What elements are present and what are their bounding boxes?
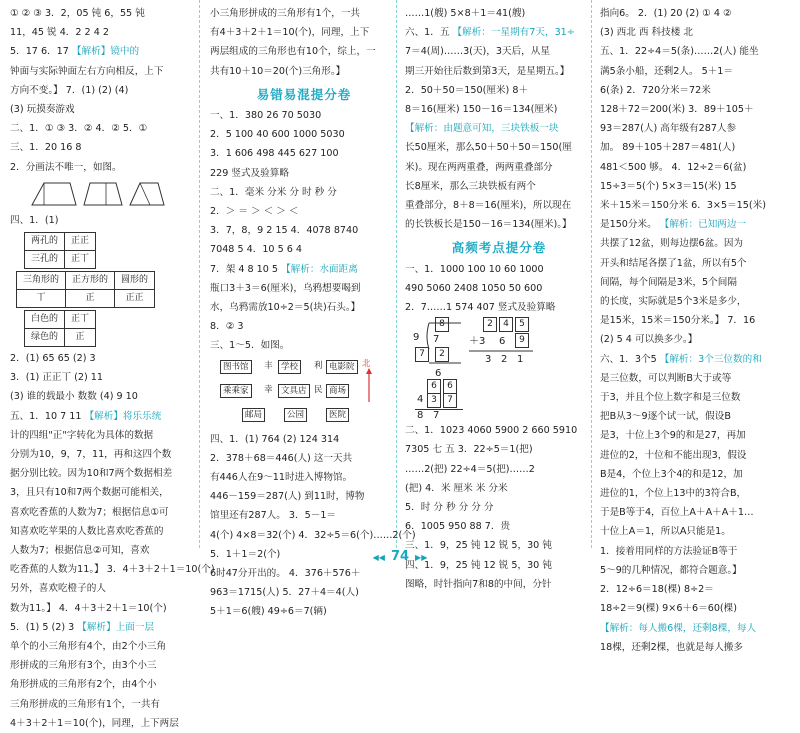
answer-line: 四、1．(1): [10, 214, 59, 226]
answer-line: 2．(1) 65 65 (2) 3: [10, 353, 96, 365]
map-place: 图书馆: [220, 360, 252, 374]
answer-line: 二、1．毫米 分米 分 时 秒 分: [210, 186, 337, 198]
answer-line: 【解析：每人搬6棵，还剩8棵，每人: [600, 622, 757, 634]
answer-line: 7．架 4 8 10 5 【解析：水面距离: [210, 263, 358, 275]
puzzle-digit: 1: [517, 354, 524, 366]
answer-line: 长50厘米，那么50＋50＋50＝150(厘: [405, 142, 572, 154]
puzzle-digit: ＋3: [469, 336, 486, 348]
answer-line: 18÷2＝9(棵) 9×6＋6＝60(棵): [600, 603, 738, 615]
table-cell: 三角形的: [17, 272, 66, 290]
answer-block: [10, 119, 198, 177]
answer-line: 3．1 606 498 445 627 100: [210, 148, 339, 160]
answer-line: 图略，时针指向7和8的中间，分针: [405, 578, 552, 590]
puzzle-box: 2: [435, 347, 449, 362]
answer-line: 5～9的几种情况，都符合题意。】: [600, 564, 742, 576]
answer-line: 二、1．1023 4060 5900 2 660 5910: [405, 425, 578, 437]
answer-block: [10, 211, 198, 230]
answer-line: 另外，喜欢吃橙子的人: [10, 583, 106, 595]
answer-line: 5．17 6．17 【解析】镜中的: [10, 46, 140, 58]
table-cell: 两孔的: [25, 233, 65, 251]
answer-line: 小三角形拼成的三角形有1个，一共: [210, 8, 361, 19]
answer-line: 钟面与实际钟面左右方向相反，上下: [10, 65, 164, 77]
answer-line: (2) 5 4 可以换多少。】: [600, 334, 698, 346]
table-cell: 白色的: [25, 311, 65, 329]
puzzle-box: 6: [427, 379, 441, 394]
map-place: 邮局: [242, 408, 265, 422]
puzzle-box: 3: [427, 393, 441, 408]
map-street: 幸: [264, 384, 273, 395]
answer-line: 5．1＋1＝2(个): [210, 548, 281, 560]
puzzle-digit: 7: [433, 334, 440, 346]
puzzle-box: 7: [415, 347, 429, 362]
table-cell: 正: [66, 290, 115, 308]
north-arrow: 北: [362, 358, 371, 369]
answer-line: 共有10＋10＝20(个)三角形。】: [210, 65, 346, 77]
answer-line: 的长铁板长是150－16＝134(厘米)。】: [405, 219, 572, 231]
answer-line: 6．1005 950 88 7．贵: [405, 521, 511, 533]
trapezoid-figures-svg: [26, 179, 186, 209]
answer-line: 963＝1715(人) 5．27＋4＝4(人): [210, 587, 359, 599]
puzzle-digit: 2: [501, 354, 508, 366]
puzzle-box: 8: [435, 317, 449, 332]
answer-line: 7305 七 五 3．22÷5＝1(把): [405, 444, 533, 456]
tally-table-shapes: [16, 271, 155, 308]
puzzle-box: 5: [515, 317, 529, 332]
answer-line: 有4＋3＋2＋1＝10(个)，同理，上下: [210, 27, 370, 39]
answer-block: [210, 4, 398, 81]
answer-line: 2．50＋50＝150(厘米) 8＋: [405, 84, 529, 96]
answer-line: 瓶口3＋3＝6(厘米)，乌鸦想要喝到: [210, 282, 361, 294]
answer-column-1: [10, 4, 215, 729]
answer-line: 2．＞ ＝ ＞ ＜ ＞ ＜: [210, 206, 299, 218]
answer-line: 水，乌鸦需放10÷2＝5(块)石头。】: [210, 302, 361, 314]
map-street: 民: [314, 384, 323, 395]
answer-line: 5＋1＝6(艘) 49÷6＝7(辆): [210, 606, 327, 618]
answer-line: 单个的小三角形有4个，由2个小三角: [10, 641, 167, 653]
answer-line: 8．② 3: [210, 321, 244, 333]
map-street: 丰: [264, 360, 273, 371]
answer-line: 计的四组"正"字转化为具体的数据: [10, 429, 154, 441]
table-cell: 丅: [17, 290, 66, 308]
answer-column-4: [600, 4, 788, 653]
answer-line: 满5条小船，还剩2人。 5＋1＝: [600, 65, 733, 77]
answer-line: 进位的1，个位上13中的3符合B，: [600, 488, 747, 500]
answer-line: 93＝287(人) 高年级有287人参: [600, 123, 737, 135]
answer-line: (3) 玩摸奏游戏: [10, 104, 75, 116]
answer-line: 4(个) 4×8＝32(个) 4．32÷5＝6(个)……2(个): [210, 529, 416, 541]
puzzle-box: 6: [443, 379, 457, 394]
table-cell: 正丅: [65, 251, 96, 269]
answer-line: 期三开始往后数到第3天，是星期五。】: [405, 65, 570, 77]
prev-arrows-icon: ◀◀: [372, 553, 385, 562]
answer-line: 15÷3＝5(个) 5×3＝15(米) 15: [600, 180, 737, 192]
answer-line: 7＝4(周)……3(天)，3天后，从星: [405, 46, 550, 58]
answer-line: 是3，十位上3个9的和是27，再加: [600, 430, 746, 442]
answer-line: 三、1～5．如图。: [210, 340, 290, 352]
answer-line: 三、1．9，25 钝 12 锐 5，30 钝: [405, 540, 552, 552]
answer-line: 数为11。】 4．4＋3＋2＋1＝10(个): [10, 602, 167, 614]
north-arrow-icon: [366, 368, 372, 404]
answer-line: 形拼成的三角形有3个，由3个小三: [10, 660, 157, 672]
answer-line: 加。 89＋105＋287＝481(人): [600, 142, 736, 154]
answer-line: 三角形拼成的三角形有1个，一共有: [10, 698, 161, 710]
answer-line: 十位上A＝1，所以A只能是1。: [600, 526, 731, 538]
answer-line: 128＋72＝200(米) 3．89＋105＋: [600, 104, 754, 116]
answer-column-2: [210, 4, 416, 618]
answer-line: 是150分米。 【解析：已知两边一: [600, 219, 747, 231]
answer-line: 3．7，8，9 2 15 4．4078 8740: [210, 225, 359, 237]
answer-line: 六、1．五 【解析：一星期有7天，31÷: [405, 27, 575, 39]
map-place: 医院: [326, 408, 349, 422]
answer-line: 间隔，每个间隔是3米，5个间隔: [600, 276, 737, 288]
answer-line: 两层组成的三角形也有10个，综上，一: [210, 46, 376, 58]
puzzle-digit: 6: [435, 368, 442, 380]
answer-line: 有446人在9～11时进入博物馆。: [210, 472, 353, 484]
answer-line: 446－159＝287(人) 到11时，博物: [210, 491, 365, 503]
puzzle-digit: 3: [485, 354, 492, 366]
map-place: 文具店: [278, 384, 310, 398]
answer-line: 馆里还有287人。 3．5－1＝: [210, 510, 337, 522]
answer-line: 7048 5 4．10 5 6 4: [210, 244, 302, 256]
puzzle-box: 2: [483, 317, 497, 332]
answer-line: 8＝16(厘米) 150－16＝134(厘米): [405, 104, 558, 116]
answer-line: 2．7……1 574 407 竖式及验算略: [405, 302, 556, 314]
answer-line: 喜欢吃香蕉的人数为7；根据信息①可: [10, 506, 169, 518]
answer-line: 角形拼成的三角形有2个，由4个小: [10, 679, 157, 691]
page-footer: [0, 547, 800, 567]
answer-block: [405, 260, 593, 318]
answer-line: 一、1．1000 100 10 60 1000: [405, 263, 544, 275]
table-cell: 圆形的: [115, 272, 155, 290]
answer-block: [10, 349, 215, 733]
answer-line: 是三位数，可以判断B大于或等: [600, 372, 732, 384]
puzzle-box: 7: [443, 393, 457, 408]
answer-line: 分别为10，9，7，11，再和这四个数: [10, 449, 172, 461]
answer-line: 一、1．380 26 70 5030: [210, 110, 322, 122]
answer-line: 把B从3～9逐个试一试，假设B: [600, 411, 731, 423]
column-divider: [199, 0, 200, 548]
answer-line: 三、1．20 16 8: [10, 142, 82, 154]
map-place: 乘乘家: [220, 384, 252, 398]
table-cell: 正: [65, 329, 96, 347]
answer-block: [210, 106, 398, 356]
answer-line: 开头和结尾各摆了1盆，所以有5个: [600, 257, 747, 269]
map-place: 商场: [326, 384, 349, 398]
answer-line: 四、1．(1) 764 (2) 124 314: [210, 433, 340, 445]
answer-line: (3) 西北 西 科技楼 北: [600, 27, 693, 39]
table-cell: 正正: [65, 233, 96, 251]
answer-line: 指向6。 2．(1) 20 (2) ① 4 ②: [600, 8, 732, 19]
answer-line: 2．分画法不唯一，如图。: [10, 161, 122, 173]
table-cell: 绿色的: [25, 329, 65, 347]
answer-line: 3．(1) 正正丅 (2) 11: [10, 372, 104, 384]
puzzle-digit: 4: [417, 394, 424, 406]
answer-block: [210, 430, 416, 622]
answer-block: [405, 421, 593, 594]
tally-table-colors: [24, 310, 96, 347]
puzzle-box: 4: [499, 317, 513, 332]
answer-line: 6时47分开出的。 4．376＋576＋: [210, 568, 361, 580]
answer-line: ① ② ③ 3．2，05 钝 6，55 钝: [10, 8, 145, 19]
answer-line: 490 5060 2408 1050 50 600: [405, 282, 543, 294]
table-cell: 正方形的: [66, 272, 115, 290]
answer-line: 据分别比较。因为10和7两个数据相差: [10, 468, 173, 480]
answer-line: 长8厘米，那么三块铁板有两个: [405, 180, 536, 192]
puzzle-box: 9: [515, 333, 529, 348]
digit-puzzle-figure: [413, 317, 593, 421]
answer-line: 六、1．3个5 【解析：3个三位数的和: [600, 353, 762, 365]
answer-line: 五、1．22÷4＝5(条)……2(人) 能坐: [600, 46, 759, 58]
puzzle-digit: 8: [417, 410, 424, 422]
table-cell: 正丅: [65, 311, 96, 329]
answer-column-3: [405, 4, 593, 590]
answer-line: 米)。现在两两重叠，两两重叠部分: [405, 161, 553, 173]
answer-line: ……1(艘) 5×8＋1＝41(艘): [405, 8, 526, 19]
answer-line: 二、1．① ③ 3．② 4．② 5．①: [10, 123, 148, 135]
answer-line: 2．5 100 40 600 1000 5030: [210, 129, 345, 141]
map-place: 学校: [278, 360, 301, 374]
answer-line: 四、1．9，25 钝 12 锐 5，30 钝: [405, 559, 552, 571]
answer-line: 2．12÷6＝18(棵) 8÷2＝: [600, 584, 714, 596]
answer-line: (3) 谁的载最小 数数 (4) 9 10: [10, 391, 138, 403]
answer-line: 5．时 分 秒 分 分 分: [405, 502, 494, 514]
map-street: 利: [314, 360, 323, 371]
map-place: 电影院: [326, 360, 358, 374]
answer-line: 于是B等于4，百位上A＋A＋A＋1…: [600, 507, 754, 519]
answer-line: 229 竖式及验算略: [210, 167, 289, 179]
answer-line: 【解析：由题意可知，三块铁板一块: [405, 123, 559, 135]
puzzle-digit: 9: [413, 332, 420, 344]
section-title: 高频考点提分卷: [451, 240, 547, 256]
answer-line: 1．接着用同样的方法验证B等于: [600, 545, 738, 557]
answer-line: B是4，个位上3个4的和是12，加: [600, 468, 743, 480]
answer-line: (把) 4．米 厘米 米 分米: [405, 482, 508, 494]
table-cell: 正正: [115, 290, 155, 308]
answer-block: [405, 4, 593, 234]
answer-line: 人数为7；根据信息②可知，喜欢: [10, 545, 150, 557]
answer-line: 米＋15米＝150分米 6．3×5＝15(米): [600, 200, 766, 212]
answer-line: ……2(把) 22÷4＝5(把)……2: [405, 463, 535, 475]
answer-line: 重叠部分，8＋8＝16(厘米)，所以现在: [405, 200, 572, 212]
answer-line: 3，且只有10和7两个数据可能相关，: [10, 487, 169, 499]
section-title: 易错易混提分卷: [256, 86, 352, 102]
table-cell: 三孔的: [25, 251, 65, 269]
map-place: 公园: [284, 408, 307, 422]
answer-line: 的长度，实际就是5个3米是多少，: [600, 296, 747, 308]
answer-line: 5．(1) 5 (2) 3 【解析】上面一层: [10, 621, 155, 633]
answer-line: 吃香蕉的人数为11。】 3．4＋3＋2＋1＝10(个): [10, 564, 215, 576]
answer-line: 481＜500 够。 4．12÷2＝6(盆): [600, 161, 747, 173]
answer-line: 6(条) 2．720分米＝72米: [600, 84, 711, 96]
answer-line: 2．378＋68＝446(人) 这一天共: [210, 452, 353, 464]
answer-line: 知喜欢吃苹果的人数比喜欢吃香蕉的: [10, 525, 164, 537]
page-number: 74: [390, 549, 410, 564]
answer-line: 进位的2，十位和不能出现3，假设: [600, 449, 747, 461]
answer-line: 共摆了12盆，则每边摆6盆。因为: [600, 238, 744, 250]
puzzle-digit: 7: [433, 410, 440, 422]
answer-line: 于3，并且个位上数字和是三位数: [600, 392, 741, 404]
puzzle-digit: 6: [499, 336, 506, 348]
next-arrows-icon: ▶▶: [415, 553, 428, 562]
answer-line: 18棵，还剩2棵，也就是每人搬多: [600, 641, 744, 653]
trapezoid-figures: [26, 179, 198, 209]
answer-line: 4＋3＋2＋1＝10(个)，同理，上下两层: [10, 717, 179, 729]
answer-line: 五、1．10 7 11 【解析】将乐乐统: [10, 410, 162, 422]
answer-line: 是15米，15米＝150分米。】 7．16: [600, 315, 756, 327]
answer-line: 方向不变。】 7．(1) (2) (4): [10, 84, 129, 96]
tally-table-holes: [24, 232, 96, 269]
street-map-figure: [216, 358, 398, 426]
answer-line: 11，45 锐 4．2 2 4 2: [10, 27, 109, 39]
answer-block: [10, 4, 198, 119]
